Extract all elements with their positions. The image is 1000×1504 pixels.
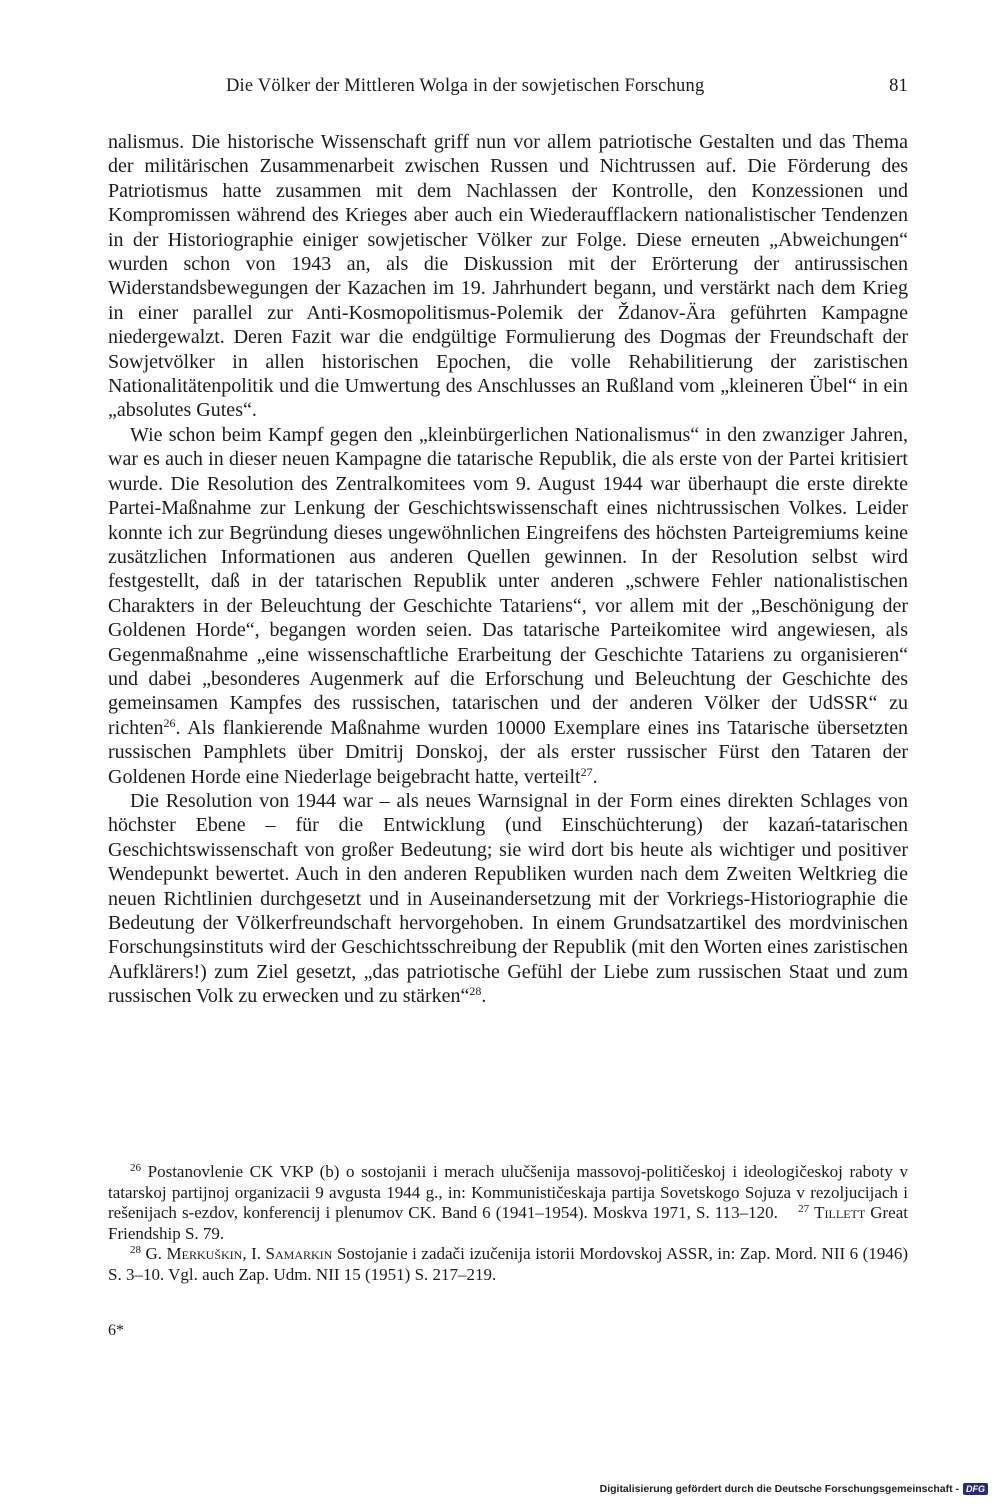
credit-text: Digitalisierung gefördert durch die Deutsche Forschungsgemeinschaft - [599,1483,959,1495]
page-header [108,76,908,102]
dfg-logo-icon: DFG [963,1483,988,1495]
footnotes [108,1162,908,1285]
footnote-28: $^{28}$ G. Merkuškin, I. Samarkin Sostojanie i zadači izučenija istorii Mordovskoj ASSR, in: Zap. Mord. NII 6 (1946) S. 3–10. Vgl. auch Zap. Udm. NII 15 (1951) S. 217–219. [108,1244,909,1284]
running-title: Die Völker der Mittleren Wolga in der sowjetischen Forschung [226,76,705,96]
digitization-credit [600,1480,988,1498]
footnote-26-27: $^{26}$ Postanovlenie CK VKP (b) o sostojanii i merach ulučšenija massovoj-političeskoj i ideologičeskoj raboty v tatarskoj partijnoj organizacii 9 avgusta 1944 g., in: Kommunističeskaja partija Sovetskogo Sojuza v rezoljucijach i rešenijach s-ezdov, konferencij i plenumov CK. Band 6 (1941–1954). Moskva 1971, S. 113–120. $^{27}$ Tillett Great Friendship S. 79. [108,1162,909,1243]
footnote-author: I. Samarkin [251,1244,333,1263]
paragraph-2: Wie schon beim Kampf gegen den „kleinbürgerlichen Nationalismus“ in den zwanziger Jahren, war es auch in dieser neuen Kampagne die tatarische Republik, die als erste von der Partei kritisiert wurde. Die Resolution des Zentralkomitees vom 9. August 1944 war überhaupt die erste direkte Partei-Maßnahme zur Lenkung der Geschichtswissenschaft eines nichtrussischen Volkes. Leider konnte ich zur Begründung dieses ungewöhnlichen Eingreifens des höchsten Parteigremiums keine zusätzlichen Informationen aus anderen Quellen gewinnen. In der Resolution selbst wird festgestellt, daß in der tatarischen Republik unter anderen „schwere Fehler nationalistischen Charakters in der Beleuchtung der Geschichte Tatariens“, vor allem mit der „Beschönigung der Goldenen Horde“, begangen worden seien. Das tatarische Parteikomitee wird angewiesen, als Gegenmaßnahme „eine wissenschaftliche Erarbeitung der Geschichte Tatariens zu organisieren“ und dabei „besonderes Augenmerk auf die Erforschung und Beleuchtung der Geschichte des gemeinsamen Kampfes des russischen, tatarischen und der anderen Völker der UdSSR“ zu richten$^{26}$. Als flankierende Maßnahme wurden 10000 Exemplare eines ins Tatarische übersetzten russischen Pamphlets über Dmitrij Donskoj, der als erster russischer Fürst den Tataren der Goldenen Horde eine Niederlage beigebracht hatte, verteilt$^{27}$. [108,423,908,788]
footnote-ref-28[interactable]: 28 [469,984,482,999]
footnote-author: Tillett [814,1203,866,1222]
footnote-author: G. Merkuškin [145,1244,243,1263]
footnote-number: 26 [130,1162,141,1174]
body-text [108,130,908,1009]
signature-mark: 6* [108,1322,124,1339]
page-number: 81 [889,76,908,96]
paragraph-3: Die Resolution von 1944 war – als neues Warnsignal in der Form eines direkten Schlages von höchster Ebene – für die Entwicklung (und Einschüchterung) der kazań-tatarischen Geschichtswissenschaft von großer Bedeutung; sie wird dort bis heute als wichtiger und positiver Wendepunkt bewertet. Auch in den anderen Republiken wurden nach dem Zweiten Weltkrieg die neuen Richtlinien durchgesetzt und in Auseinandersetzung mit der Vorkriegs-Historiographie die Bedeutung der Völkerfreundschaft hervorgehoben. In einem Grundsatzartikel des mordvinischen Forschungsinstituts wird der Geschichtsschreibung der Republik (mit den Worten eines zaristischen Aufklärers!) zum Ziel gesetzt, „das patriotische Gefühl der Liebe zum russischen Staat und zum russischen Volk zu erwecken und zu stärken“$^{28}$. [108,789,908,1008]
footnote-ref-26[interactable]: 26 [163,715,176,730]
footnote-ref-27[interactable]: 27 [580,764,593,779]
footnote-number: 28 [130,1244,141,1256]
paragraph-1: nalismus. Die historische Wissenschaft griff nun vor allem patriotische Gestalten und das Thema der militärischen Zusammenarbeit zwischen Russen und Nichtrussen auf. Die Förderung des Patriotismus hatte zusammen mit dem Nachlassen der Kontrolle, den Konzessionen und Kompromissen während des Krieges aber auch ein Wiederaufflackern nationalistischer Tendenzen in der Historiographie einiger sowjetischer Völker zur Folge. Diese erneuten „Abweichungen“ wurden schon von 1943 an, als die Diskussion mit der Erörterung der antirussischen Widerstandsbewegungen der Kazachen im 19. Jahrhundert begann, und verstärkt nach dem Krieg in einer parallel zur Anti-Kosmopolitismus-Polemik der Ždanov-Ära geführten Kampagne niedergewalzt. Deren Fazit war die endgültige Formulierung des Dogmas der Freundschaft der Sowjetvölker in allen historischen Epochen, die volle Rehabilitierung der zaristischen Nationalitätenpolitik und die Umwertung des Anschlusses an Rußland vom „kleineren Übel“ in ein „absolutes Gutes“. [108,131,908,422]
footnote-number: 27 [798,1203,810,1215]
